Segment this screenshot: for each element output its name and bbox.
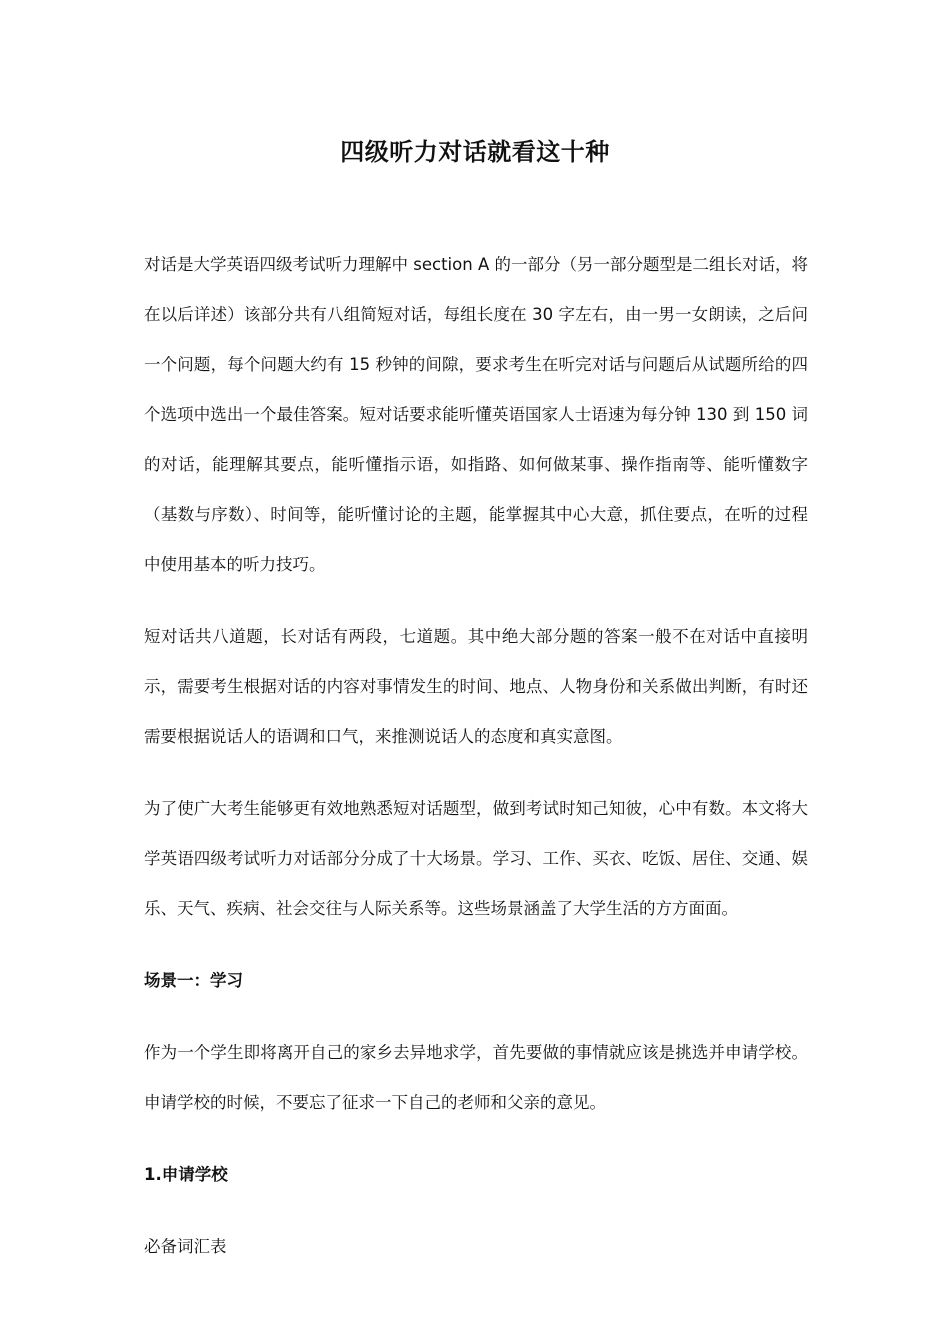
vocabulary-label: 必备词汇表 (144, 1237, 227, 1256)
question-format-paragraph: 短对话共八道题，长对话有两段，七道题。其中绝大部分题的答案一般不在对话中直接明示，需要考生根据对话的内容对事情发生的时间、地点、人物身份和关系做出判断，有时还需要根据说话人的语调和口气，来推测说话人的态度和真实意图。 (144, 627, 808, 746)
scene-overview-paragraph: 为了使广大考生能够更有效地熟悉短对话题型，做到考试时知己知彼，心中有数。本文将大学英语四级考试听力对话部分分成了十大场景。学习、工作、买衣、吃饭、居住、交通、娱乐、天气、疾病、社会交往与人际关系等。这些场景涵盖了大学生活的方方面面。 (144, 799, 808, 918)
scene-paragraph: 作为一个学生即将离开自己的家乡去异地求学，首先要做的事情就应该是挑选并申请学校。申请学校的时候，不要忘了征求一下自己的老师和父亲的意见。 (144, 1043, 808, 1112)
scene-heading: 场景一：学习 (144, 971, 243, 990)
section-subheading: 1.申请学校 (144, 1165, 228, 1184)
document-title: 四级听力对话就看这十种 (340, 138, 610, 166)
document-body (144, 240, 808, 1272)
intro-paragraph: 对话是大学英语四级考试听力理解中 section A 的一部分（另一部分题型是二组长对话，将在以后详述）该部分共有八组简短对话，每组长度在 30 字左右，由一男一女朗读，之后问一个问题，每个问题大约有 15 秒钟的间隙，要求考生在听完对话与问题后从试题所给的四个选项中选出一个最佳答案。短对话要求能听懂英语国家人士语速为每分钟 130 到 150 词的对话，能理解其要点，能听懂指示语，如指路、如何做某事、操作指南等、能听懂数字（基数与序数）、时间等，能听懂讨论的主题，能掌握其中心大意，抓住要点，在听的过程中使用基本的听力技巧。 (144, 255, 808, 574)
